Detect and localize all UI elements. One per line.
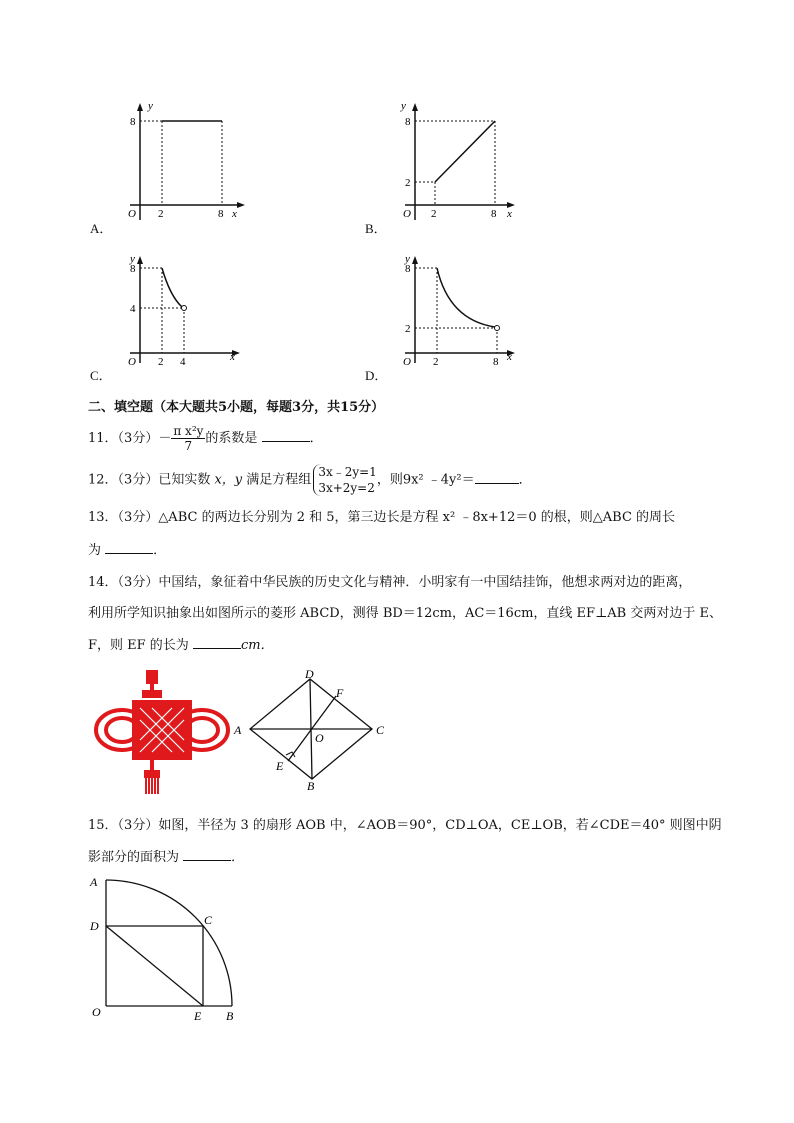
svg-text:8: 8 (493, 356, 499, 368)
question-12: 12．（3分）已知实数 x，y 满足方程组 3x﹣2y=1 3x+2y=2 ，则9x² ﹣4y²＝ ． (88, 465, 532, 495)
x-axis-arrow (237, 202, 245, 208)
svg-text:8: 8 (491, 208, 497, 220)
segment-de (106, 926, 203, 1006)
svg-text:8: 8 (405, 263, 411, 275)
svg-text:x: x (230, 351, 235, 363)
arc-ab (106, 880, 232, 1006)
question-13-line2: 为 ． (88, 539, 166, 561)
graph-c (110, 248, 250, 378)
svg-text:C: C (376, 723, 385, 737)
svg-text:D: D (90, 919, 99, 933)
svg-text:O: O (403, 356, 411, 368)
section-title: 二、填空题（本大题共5小题，每题3分，共15分） (88, 400, 385, 415)
open-point (495, 326, 500, 331)
x-label: x (232, 208, 237, 220)
y-axis-arrow (137, 103, 143, 111)
y-label: y (148, 100, 153, 112)
answer-blank-13[interactable] (105, 539, 153, 554)
graph-a (110, 95, 250, 235)
origin-label: O (128, 208, 136, 220)
option-d-label: D． (365, 368, 388, 383)
svg-text:4: 4 (130, 303, 136, 315)
option-b-label: B． (365, 221, 387, 236)
svg-text:O: O (128, 356, 136, 368)
answer-blank-12[interactable] (475, 469, 519, 484)
x-tick: 8 (218, 208, 224, 220)
svg-text:O: O (92, 1005, 101, 1019)
svg-text:2: 2 (158, 356, 164, 368)
svg-text:B: B (307, 779, 315, 792)
svg-text:E: E (276, 759, 284, 773)
question-13-line1: 13．（3分）△ABC 的两边长分别为 2 和 5，第三边长是方程 x² ﹣8x+12＝0 的根，则△ABC 的周长 (88, 510, 676, 525)
equation-system: 3x﹣2y=1 3x+2y=2 (313, 464, 377, 496)
answer-blank-14[interactable] (193, 634, 241, 649)
question-15-line1: 15．（3分）如图，半径为 3 的扇形 AOB 中，∠AOB＝90°，CD⊥OA，CE⊥OB，若∠CDE＝40° 则图中阴 (88, 818, 722, 833)
svg-text:2: 2 (433, 356, 439, 368)
svg-text:O: O (315, 731, 324, 745)
svg-text:8: 8 (130, 263, 136, 275)
svg-text:x: x (507, 208, 512, 220)
svg-text:x: x (507, 351, 512, 363)
svg-text:C: C (204, 913, 213, 927)
svg-text:A: A (234, 723, 242, 737)
fraction: $\frac{\text{π x²y}}{7}$ (173, 424, 204, 453)
svg-text:2: 2 (431, 208, 437, 220)
question-14-line2: 利用所学知识抽象出如图所示的菱形 ABCD，测得 BD＝12cm，AC＝16cm，直线 EF⊥AB 交两对边于 E、 (88, 606, 722, 621)
svg-text:2: 2 (405, 323, 411, 335)
svg-text:E: E (194, 1009, 202, 1023)
question-14-line1: 14．（3分）中国结，象征着中华民族的历史文化与精神．小明家有一中国结挂饰，他想求两对边的距离， (88, 575, 692, 590)
answer-blank-11[interactable] (262, 427, 310, 442)
svg-text:B: B (226, 1009, 234, 1023)
graph-b (385, 95, 525, 235)
answer-blank-15[interactable] (183, 846, 231, 861)
y-tick: 8 (130, 116, 136, 128)
chinese-knot-image (92, 668, 232, 798)
rhombus-diagram (230, 666, 390, 792)
svg-text:O: O (403, 208, 411, 220)
question-11: 11．（3分）－ $\frac{\text{π x²y}}{7}$ 的系数是 ． (88, 424, 323, 453)
graph-segment (435, 121, 495, 182)
svg-text:y: y (401, 100, 406, 112)
svg-text:y: y (405, 253, 410, 265)
svg-text:4: 4 (180, 356, 186, 368)
question-15-line2: 影部分的面积为 ． (88, 846, 244, 868)
x-tick: 2 (158, 208, 164, 220)
svg-text:F: F (336, 686, 344, 700)
sector-diagram (88, 870, 258, 1030)
svg-text:A: A (90, 875, 98, 889)
option-a-label: A． (90, 221, 113, 236)
svg-text:y: y (130, 253, 135, 265)
open-point (182, 306, 187, 311)
graph-curve (437, 268, 495, 327)
svg-text:2: 2 (405, 177, 411, 189)
svg-text:8: 8 (405, 116, 411, 128)
option-c-label: C． (90, 368, 112, 383)
graph-curve (162, 268, 182, 307)
question-14-line3: F，则 EF 的长为 cm． (88, 634, 274, 656)
svg-text:D: D (305, 667, 314, 681)
graph-d (385, 248, 525, 378)
